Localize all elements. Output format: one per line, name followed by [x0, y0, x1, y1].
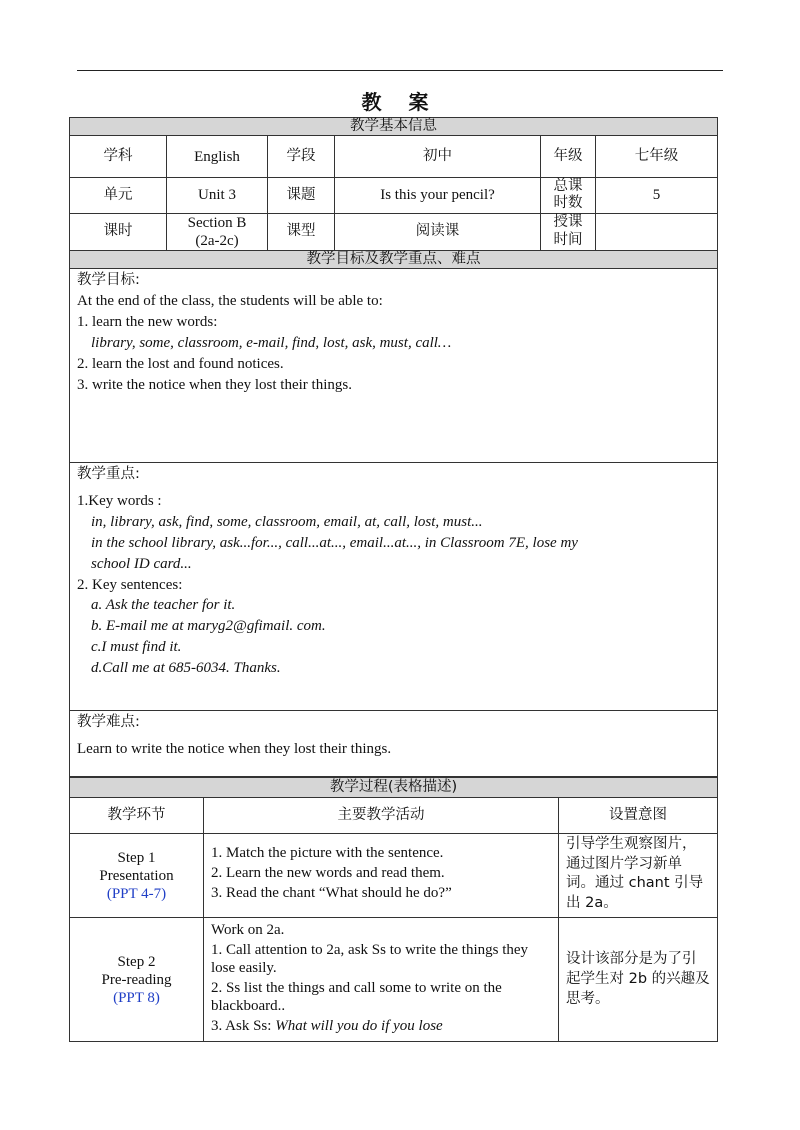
value-subject: English — [167, 136, 268, 178]
col-header-activities: 主要教学活动 — [204, 798, 559, 834]
key-sentence: c.I must find it. — [91, 639, 182, 656]
label-grade: 年级 — [541, 136, 596, 178]
step1-name: Presentation — [99, 867, 174, 884]
step2-activities — [204, 918, 559, 1042]
key-words-line: in, library, ask, find, some, classroom, email, at, call, lost, must... — [91, 514, 483, 531]
col-header-purpose: 设置意图 — [559, 798, 718, 834]
basic-info-header: 教学基本信息 — [70, 118, 718, 136]
key-words-label: 1.Key words : — [77, 493, 162, 510]
step2-cell — [70, 918, 204, 1042]
value-total-periods: 5 — [596, 178, 718, 214]
objective-line: 2. learn the lost and found notices. — [77, 356, 284, 373]
key-sentences-label: 2. Key sentences: — [77, 577, 183, 594]
page-title: 教 案 — [361, 90, 439, 114]
top-rule — [77, 70, 723, 71]
key-points-cell — [70, 462, 718, 710]
difficulties-label: 教学难点: — [77, 713, 140, 730]
label-unit: 单元 — [70, 178, 167, 214]
step1-activities — [204, 834, 559, 918]
key-sentence: a. Ask the teacher for it. — [91, 597, 236, 614]
process-table — [69, 777, 718, 1042]
label-total-periods: 总课时数 — [541, 178, 596, 214]
step1-purpose: 引导学生观察图片，通过图片学习新单词。通过 chant 引导出 2a。 — [559, 834, 718, 918]
activity-item: 1. Match the picture with the sentence. — [211, 845, 444, 861]
step2-label: Step 2 — [117, 953, 156, 970]
activity-item: 2. Learn the new words and read them. — [211, 865, 445, 881]
label-topic: 课题 — [268, 178, 335, 214]
process-header: 教学过程(表格描述) — [70, 778, 718, 798]
difficulties-text: Learn to write the notice when they lost their things. — [77, 741, 392, 758]
label-lesson-type: 课型 — [268, 213, 335, 250]
label-subject: 学科 — [70, 136, 167, 178]
activity-item: 1. Call attention to 2a, ask Ss to write the things they lose easily. — [211, 942, 529, 977]
objectives-cell — [70, 268, 718, 462]
col-header-stage: 教学环节 — [70, 798, 204, 834]
activity-prefix: 3. Ask Ss: — [211, 1018, 272, 1035]
step2-ppt: (PPT 8) — [113, 989, 160, 1006]
step1-ppt: (PPT 4-7) — [106, 885, 167, 902]
step2-name: Pre-reading — [101, 971, 172, 988]
objective-line: At the end of the class, the students will be able to: — [77, 293, 383, 310]
value-stage: 初中 — [335, 136, 541, 178]
difficulties-cell — [70, 710, 718, 776]
label-stage: 学段 — [268, 136, 335, 178]
lesson-plan-table — [69, 117, 718, 777]
activity-question: What will you do if you lose — [275, 1018, 443, 1035]
objective-line: 1. learn the new words: — [77, 314, 218, 331]
value-teaching-time — [596, 213, 718, 250]
objective-words: library, some, classroom, e-mail, find, lost, ask, must, call… — [91, 335, 452, 352]
step1-label: Step 1 — [117, 849, 156, 866]
activity-item: Work on 2a. — [211, 922, 285, 939]
value-lesson-type: 阅读课 — [335, 213, 541, 250]
key-points-label: 教学重点: — [77, 465, 140, 482]
objectives-label: 教学目标: — [77, 271, 140, 288]
key-words-line: in the school library, ask...for..., call...at..., email...at..., in Classroom 7E, lose my — [91, 535, 578, 552]
value-period: Section B (2a-2c) — [167, 213, 268, 250]
goals-header: 教学目标及教学重点、难点 — [70, 250, 718, 268]
value-topic: Is this your pencil? — [335, 178, 541, 214]
activity-item: 3. Read the chant “What should he do?” — [211, 885, 452, 901]
activity-item — [211, 1017, 551, 1035]
objective-line: 3. write the notice when they lost their things. — [77, 377, 352, 394]
label-period: 课时 — [70, 213, 167, 250]
activity-item: 2. Ss list the things and call some to write on the blackboard.. — [211, 980, 502, 1015]
key-sentence: b. E-mail me at maryg2@gfimail. com. — [91, 618, 326, 635]
value-grade: 七年级 — [596, 136, 718, 178]
step1-cell — [70, 834, 204, 918]
label-teaching-time: 授课时间 — [541, 213, 596, 250]
step2-purpose: 设计该部分是为了引起学生对 2b 的兴趣及思考。 — [559, 918, 718, 1042]
value-unit: Unit 3 — [167, 178, 268, 214]
key-sentence: d.Call me at 685-6034. Thanks. — [91, 660, 281, 677]
key-words-line: school ID card... — [91, 556, 192, 573]
